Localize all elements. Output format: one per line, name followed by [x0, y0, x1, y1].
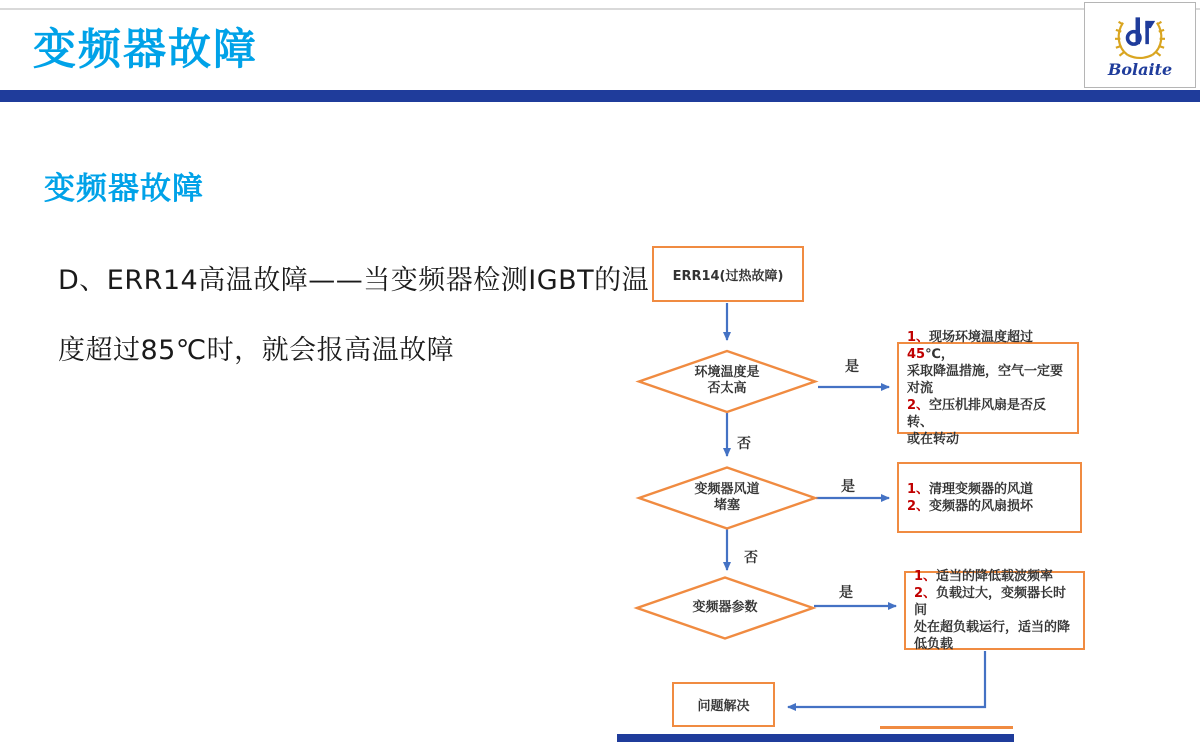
company-logo: [1084, 2, 1196, 88]
logo-brand-text: Bolaite: [1107, 59, 1173, 79]
section-title: 变频器故障: [44, 171, 204, 207]
yes-label-2: 是: [841, 479, 855, 495]
result-box-1: [897, 329, 1079, 447]
decision3-line1: 变频器参数: [692, 600, 758, 615]
page-title: 变频器故障: [33, 25, 258, 75]
result3-line: 低负载: [914, 637, 954, 652]
body-text-line-2: 度超过85℃时，就会报高温故障: [58, 335, 455, 366]
result1-line: 2、空压机排风扇是否反转、: [907, 397, 1047, 430]
result-box-2: [897, 462, 1082, 533]
decision2-line1: 变频器风道: [694, 482, 760, 497]
flow-start-label: ERR14(过热故障): [672, 268, 784, 284]
result2-line: 1、清理变频器的风道: [907, 481, 1034, 497]
laurel-emblem-icon: [1113, 12, 1167, 62]
flow-end-box: [672, 682, 775, 727]
yes-label-1: 是: [845, 359, 859, 375]
flow-end-label: 问题解决: [697, 699, 750, 714]
no-label-2: 否: [744, 550, 758, 566]
result2-line: 2、变频器的风扇损坏: [907, 498, 1034, 514]
body-text-line-1: D、ERR14高温故障——当变频器检测IGBT的温: [58, 265, 650, 296]
arrow-result3-to-end: [788, 651, 985, 707]
decision3-label: [645, 600, 805, 616]
decision2-label: [647, 482, 807, 514]
result1-line: 1、现场环境温度超过45℃，: [907, 329, 1034, 362]
result1-line: 或在转动: [907, 431, 960, 447]
yes-label-3: 是: [839, 585, 853, 601]
decision1-label: [647, 365, 807, 397]
decision1-line1: 环境温度是: [694, 365, 760, 380]
result-box-3: [904, 571, 1085, 650]
decision1-line2: 否太高: [707, 381, 747, 396]
result1-line: 对流: [907, 380, 934, 396]
result1-line: 采取降温措施，空气一定要: [907, 363, 1064, 379]
result3-line: 处在超负载运行，适当的降: [914, 620, 1071, 635]
result3-line: 2、负载过大，变频器长时间: [914, 586, 1067, 618]
flow-start-box: [652, 246, 804, 302]
decision2-line2: 堵塞: [713, 498, 740, 513]
result3-line: 1、适当的降低载波频率: [914, 569, 1054, 584]
no-label-1: 否: [737, 436, 751, 452]
